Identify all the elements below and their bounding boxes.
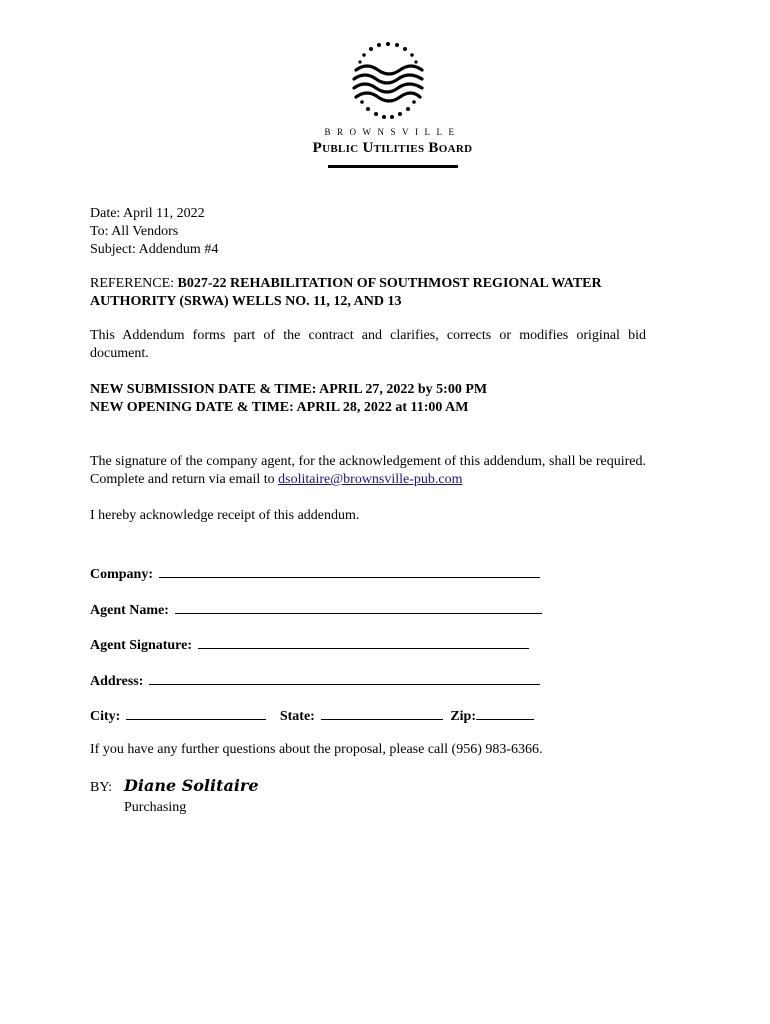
- address-line[interactable]: [149, 671, 540, 685]
- submission-date: NEW SUBMISSION DATE & TIME: APRIL 27, 2022 by 5:00 PM: [90, 382, 488, 397]
- address-field: [90, 671, 540, 691]
- new-dates-block: [90, 381, 646, 417]
- city-label: City:: [90, 709, 121, 724]
- receipt-statement: I hereby acknowledge receipt of this addendum.: [90, 508, 360, 523]
- letter-date: Date: April 11, 2022: [90, 206, 205, 221]
- city-line[interactable]: [126, 706, 266, 720]
- reference-label: REFERENCE:: [90, 276, 178, 291]
- by-label: BY:: [90, 780, 113, 795]
- letterhead-city: BROWNSVILLE: [324, 127, 461, 137]
- address-label: Address:: [90, 674, 144, 689]
- company-label: Company:: [90, 567, 154, 582]
- reference-block: [90, 275, 646, 311]
- opening-date: NEW OPENING DATE & TIME: APRIL 28, 2022 at 11:00 AM: [90, 400, 469, 415]
- questions-paragraph: If you have any further questions about the proposal, please call (956) 983-6366.: [90, 742, 543, 757]
- company-field: [90, 564, 540, 584]
- reference-text: B027-22 REHABILITATION OF SOUTHMOST REGIONAL WATER AUTHORITY (SRWA) WELLS NO. 11, 12, AND 13: [90, 276, 602, 309]
- email-link[interactable]: dsolitaire@brownsville-pub.com: [278, 472, 463, 487]
- state-label: State:: [279, 709, 315, 724]
- letter-subject: Subject: Addendum #4: [90, 242, 219, 257]
- letterhead-organization: Public Utilities Board: [312, 140, 473, 156]
- acknowledgement-text: The signature of the company agent, for the acknowledgement of this addendum, shall be required. Complete and return via email to: [90, 454, 646, 487]
- zip-line[interactable]: [476, 706, 534, 720]
- water-waves-logo-icon: [346, 40, 430, 124]
- state-line[interactable]: [321, 706, 443, 720]
- letter-recipient: To: All Vendors: [90, 224, 179, 239]
- letterhead-rule: [328, 165, 458, 168]
- agent-signature-label: Agent Signature:: [90, 638, 193, 653]
- company-line[interactable]: [159, 564, 540, 578]
- agent-name-label: Agent Name:: [90, 603, 169, 618]
- agent-signature-field: [90, 635, 529, 655]
- agent-name-line[interactable]: [175, 600, 542, 614]
- signature: Diane Solitaire: [124, 776, 259, 795]
- acknowledgement-paragraph: [90, 453, 646, 489]
- agent-name-field: [90, 600, 542, 620]
- agent-signature-line[interactable]: [198, 635, 529, 649]
- zip-label: Zip:: [450, 709, 477, 724]
- intro-paragraph: This Addendum forms part of the contract and clarifies, corrects or modifies original bid document.: [90, 328, 646, 361]
- letterhead: [290, 40, 500, 170]
- city-state-zip-field: [90, 706, 534, 726]
- letter-body: [90, 205, 646, 525]
- department: Purchasing: [124, 800, 187, 815]
